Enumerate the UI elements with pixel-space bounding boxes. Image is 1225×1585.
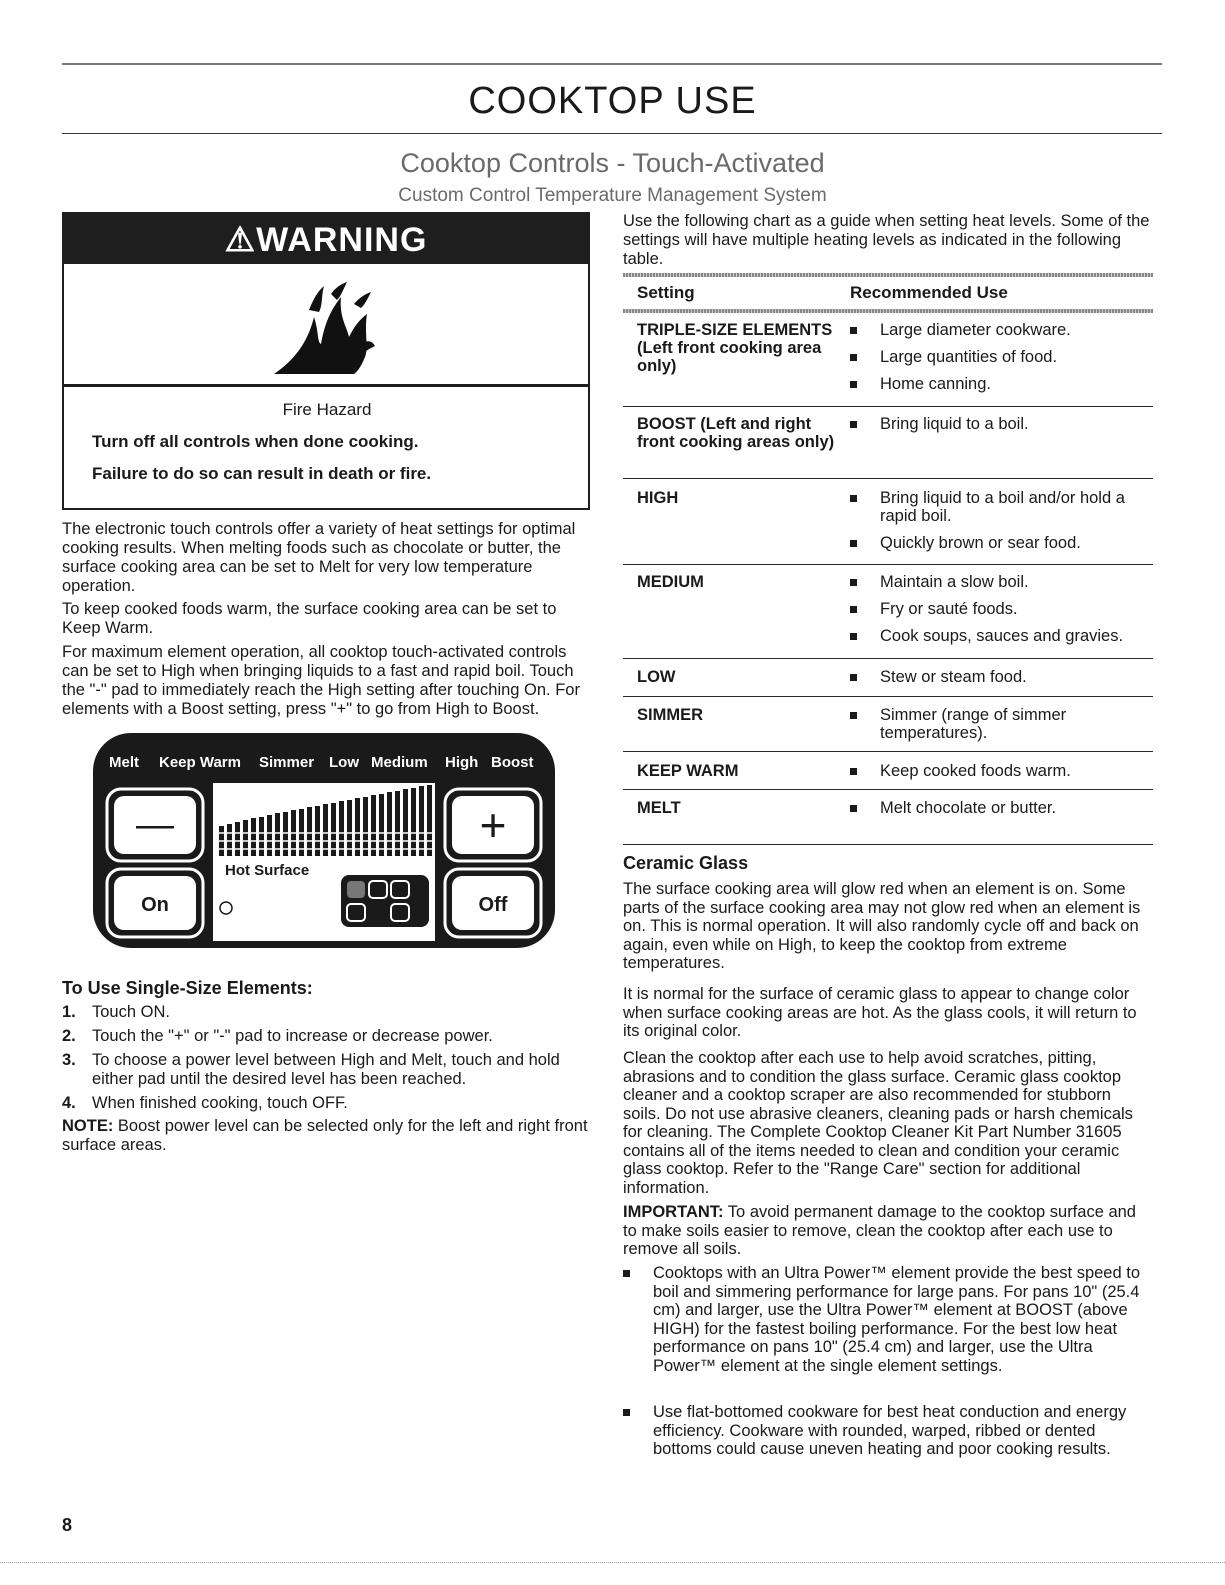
table-top-rule (623, 273, 1153, 277)
table-row-uses (850, 415, 1155, 442)
warning-line-1: Turn off all controls when done cooking. (92, 432, 419, 451)
note-text: Boost power level can be selected only for the left and right front surface areas. (62, 1117, 588, 1154)
warning-header (62, 212, 590, 264)
warning-body (62, 264, 590, 510)
step-text: When finished cooking, touch OFF. (92, 1094, 348, 1112)
row-divider (623, 564, 1153, 565)
use-item: Maintain a slow boil. (850, 573, 1155, 591)
intro-paragraph-2: To keep cooked foods warm, the surface cooking area can be set to Keep Warm. (62, 600, 557, 637)
row-divider (623, 406, 1153, 407)
table-row-uses (850, 489, 1155, 561)
bullet-text: Use flat-bottomed cookware for best heat conduction and energy efficiency. Cookware with rounded, warped, ribbed or dented bottoms could cause uneven heating and poor cooking results. (653, 1403, 1127, 1458)
ceramic-paragraph-1: The surface cooking area will glow red when an element is on. Some parts of the surface cooking area may not glow red when an element is on. This is normal operation. It will also randomly cycle off and back on again, even while on High, to keep the cooktop from extreme temperatures. (623, 880, 1141, 972)
row-divider (623, 751, 1153, 752)
row-divider (623, 658, 1153, 659)
table-row-setting: TRIPLE-SIZE ELEMENTS (Left front cooking area only) (637, 321, 833, 375)
level-high: High (445, 754, 479, 771)
use-item: Keep cooked foods warm. (850, 762, 1155, 780)
table-row-uses (850, 573, 1155, 654)
level-simmer: Simmer (259, 754, 315, 771)
hot-surface-label: Hot Surface (225, 862, 310, 879)
fire-icon (269, 282, 379, 377)
list-item (623, 1403, 1153, 1478)
intro-paragraph-3: For maximum element operation, all cooktop touch-activated controls can be set to High when bringing liquids to a fast and rapid boil. Touch the "-" pad to immediately reach the High setting after touching On. For elements with a Boost setting, press "+" to go from High to Boost. (62, 643, 580, 718)
step-text: Touch ON. (92, 1003, 170, 1021)
table-row-setting: BOOST (Left and right front cooking areas only) (637, 415, 835, 451)
row-divider (623, 696, 1153, 697)
intro-paragraph-1: The electronic touch controls offer a variety of heat settings for optimal cooking results. When melting foods such as chocolate or butter, the surface cooking area can be set to Melt for very low temperature operation. (62, 520, 576, 595)
bullet-square-icon (623, 1409, 630, 1416)
table-header-use: Recommended Use (850, 283, 1008, 302)
use-item: Large quantities of food. (850, 348, 1155, 366)
chart-intro: Use the following chart as a guide when setting heat levels. Some of the settings will have multiple heating levels as indicated in the following table. (623, 212, 1150, 268)
level-medium: Medium (371, 754, 428, 771)
minus-label: — (136, 804, 174, 846)
list-item (62, 1027, 590, 1046)
warning-divider (64, 384, 588, 387)
use-item: Home canning. (850, 375, 1155, 393)
step-text: Touch the "+" or "-" pad to increase or decrease power. (92, 1027, 493, 1045)
off-label: Off (478, 894, 508, 916)
section-subtitle: Custom Control Temperature Management System (398, 185, 827, 206)
level-melt: Melt (109, 754, 139, 771)
steps-list (62, 1003, 590, 1118)
important-label: IMPORTANT: (623, 1203, 724, 1221)
use-item: Bring liquid to a boil and/or hold a rapid boil. (850, 489, 1155, 525)
use-item: Stew or steam food. (850, 668, 1155, 686)
step-text: To choose a power level between High and Melt, touch and hold either pad until the desired level has been reached. (92, 1051, 560, 1088)
page-number: 8 (62, 1515, 73, 1535)
plus-label: + (479, 799, 507, 851)
use-item: Cook soups, sauces and gravies. (850, 627, 1155, 645)
table-row-uses (850, 799, 1155, 826)
bullet-square-icon (623, 1270, 630, 1277)
bullet-text: Cooktops with an Ultra Power™ element provide the best speed to boil and simmering performance for large pans. For pans 10" (25.4 cm) and larger, use the Ultra Power™ element at BOOST (above HIGH) for the fastest boiling performance. For the best low heat performance on pans 10" (25.4 cm) and larger, use the Ultra Power™ element at the single element settings. (653, 1264, 1141, 1375)
list-item (623, 1264, 1153, 1394)
control-panel-illustration (93, 733, 555, 948)
level-boost: Boost (491, 754, 534, 771)
list-item (62, 1051, 590, 1089)
important-text: To avoid permanent damage to the cooktop surface and to make soils easier to remove, clean the cooktop after each use to remove all soils. (623, 1203, 1136, 1258)
table-header-rule (623, 309, 1153, 313)
page-title: COOKTOP USE (468, 80, 757, 122)
step-number: 3. (62, 1051, 76, 1069)
warning-line-2: Failure to do so can result in death or fire. (92, 464, 432, 483)
use-item: Fry or sauté foods. (850, 600, 1155, 618)
steps-heading: To Use Single-Size Elements: (62, 978, 313, 998)
minus-button[interactable] (107, 789, 203, 861)
step-number: 1. (62, 1003, 76, 1021)
ceramic-heading: Ceramic Glass (623, 853, 749, 873)
title-rule (62, 133, 1162, 134)
table-row-setting: KEEP WARM (637, 762, 739, 780)
table-row-setting: LOW (637, 668, 676, 686)
top-rule (62, 63, 1162, 65)
table-row-uses (850, 321, 1155, 402)
note (62, 1117, 590, 1155)
list-item (62, 1094, 590, 1113)
step-number: 4. (62, 1094, 76, 1112)
level-low: Low (329, 754, 359, 771)
use-item: Bring liquid to a boil. (850, 415, 1155, 433)
bottom-rule (0, 1562, 1225, 1563)
table-row-uses (850, 706, 1155, 751)
section-title: Cooktop Controls - Touch-Activated (400, 148, 825, 178)
table-row-uses (850, 668, 1155, 695)
table-row-setting: MELT (637, 799, 681, 817)
row-divider (623, 478, 1153, 479)
table-bottom-rule (623, 844, 1153, 845)
use-item: Melt chocolate or butter. (850, 799, 1155, 817)
step-number: 2. (62, 1027, 76, 1045)
table-row-setting: SIMMER (637, 706, 703, 724)
note-label: NOTE: (62, 1117, 114, 1135)
use-item: Quickly brown or sear food. (850, 534, 1155, 552)
use-item: Simmer (range of simmer temperatures). (850, 706, 1155, 742)
warning-hazard: Fire Hazard (282, 400, 372, 419)
ceramic-paragraph-2: It is normal for the surface of ceramic glass to appear to change color when surface cooking areas are hot. As the glass cools, it will return to its original color. (623, 985, 1137, 1040)
row-divider (623, 789, 1153, 790)
warning-box (62, 212, 590, 514)
ceramic-paragraph-3: Clean the cooktop after each use to help avoid scratches, pitting, abrasions and to condition the glass surface. Ceramic glass cooktop cleaner and a cooktop scraper are also recommended for stubborn soils. Do not use abrasive cleaners, cleaning pads or harsh chemicals for cleaning. The Complete Cooktop Cleaner Kit Part Number 31605 contains all of the items needed to clean and condition your ceramic glass cooktop. Refer to the "Range Care" section for additional information. (623, 1049, 1133, 1197)
digital-readout (341, 875, 429, 927)
table-row-setting: MEDIUM (637, 573, 704, 591)
table-header-setting: Setting (637, 283, 695, 302)
warning-label: ⚠WARNING (224, 221, 428, 259)
table-row-uses (850, 762, 1155, 789)
plus-button[interactable] (445, 789, 541, 861)
on-label: On (141, 894, 169, 916)
on-button[interactable] (107, 869, 203, 937)
level-keep-warm: Keep Warm (159, 754, 241, 771)
use-item: Large diameter cookware. (850, 321, 1155, 339)
off-button[interactable] (445, 869, 541, 937)
important-paragraph (623, 1203, 1153, 1259)
list-item (62, 1003, 590, 1022)
table-row-setting: HIGH (637, 489, 679, 507)
